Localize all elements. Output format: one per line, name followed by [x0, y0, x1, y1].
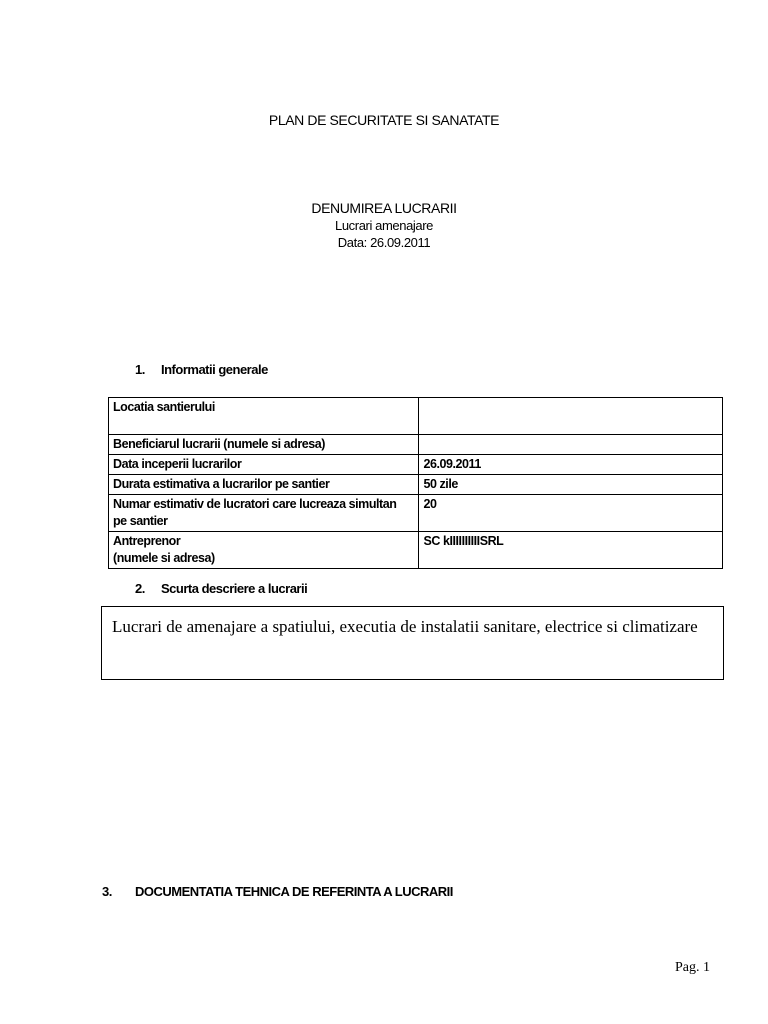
table-row [109, 435, 723, 455]
row-value [419, 398, 723, 435]
row-label: Locatia santierului [109, 398, 419, 435]
table-row [109, 495, 723, 532]
section-2-heading [135, 581, 307, 596]
document-title: PLAN DE SECURITATE SI SANATATE [268, 112, 500, 128]
contractor-label-detail: (numele si adresa) [113, 551, 215, 565]
row-label: Beneficiarul lucrarii (numele si adresa) [109, 435, 419, 455]
section-3-title: DOCUMENTATIA TEHNICA DE REFERINTA A LUCRARII [135, 884, 453, 899]
table-row [109, 455, 723, 475]
section-1-title: Informatii generale [161, 362, 268, 377]
row-label [109, 532, 419, 569]
page-number: Pag. 1 [675, 960, 710, 975]
row-value: 26.09.2011 [419, 455, 723, 475]
table-row [109, 475, 723, 495]
work-name: Lucrari amenajare [335, 218, 433, 233]
work-info-block [0, 200, 768, 251]
section-2-number: 2. [135, 581, 145, 596]
table-row [109, 532, 723, 569]
work-heading: DENUMIREA LUCRARII [311, 200, 457, 216]
row-label: Data inceperii lucrarilor [109, 455, 419, 475]
row-value: 50 zile [419, 475, 723, 495]
table-row [109, 398, 723, 435]
contractor-label: Antreprenor [113, 534, 181, 548]
row-label: Numar estimativ de lucratori care lucreaza simultan pe santier [109, 495, 419, 532]
row-label: Durata estimativa a lucrarilor pe santier [109, 475, 419, 495]
row-value: SC kIIIIIIIIIISRL [419, 532, 723, 569]
section-3-heading [102, 884, 453, 899]
section-1-number: 1. [135, 362, 145, 377]
general-info-table [108, 397, 723, 569]
row-value: 20 [419, 495, 723, 532]
section-2-title: Scurta descriere a lucrarii [161, 581, 308, 596]
row-value [419, 435, 723, 455]
section-3-number: 3. [102, 884, 112, 899]
work-date: Data: 26.09.2011 [337, 235, 431, 250]
section-1-heading [135, 362, 268, 377]
work-description-box: Lucrari de amenajare a spatiului, executia de instalatii sanitare, electrice si climatizare [101, 606, 724, 680]
